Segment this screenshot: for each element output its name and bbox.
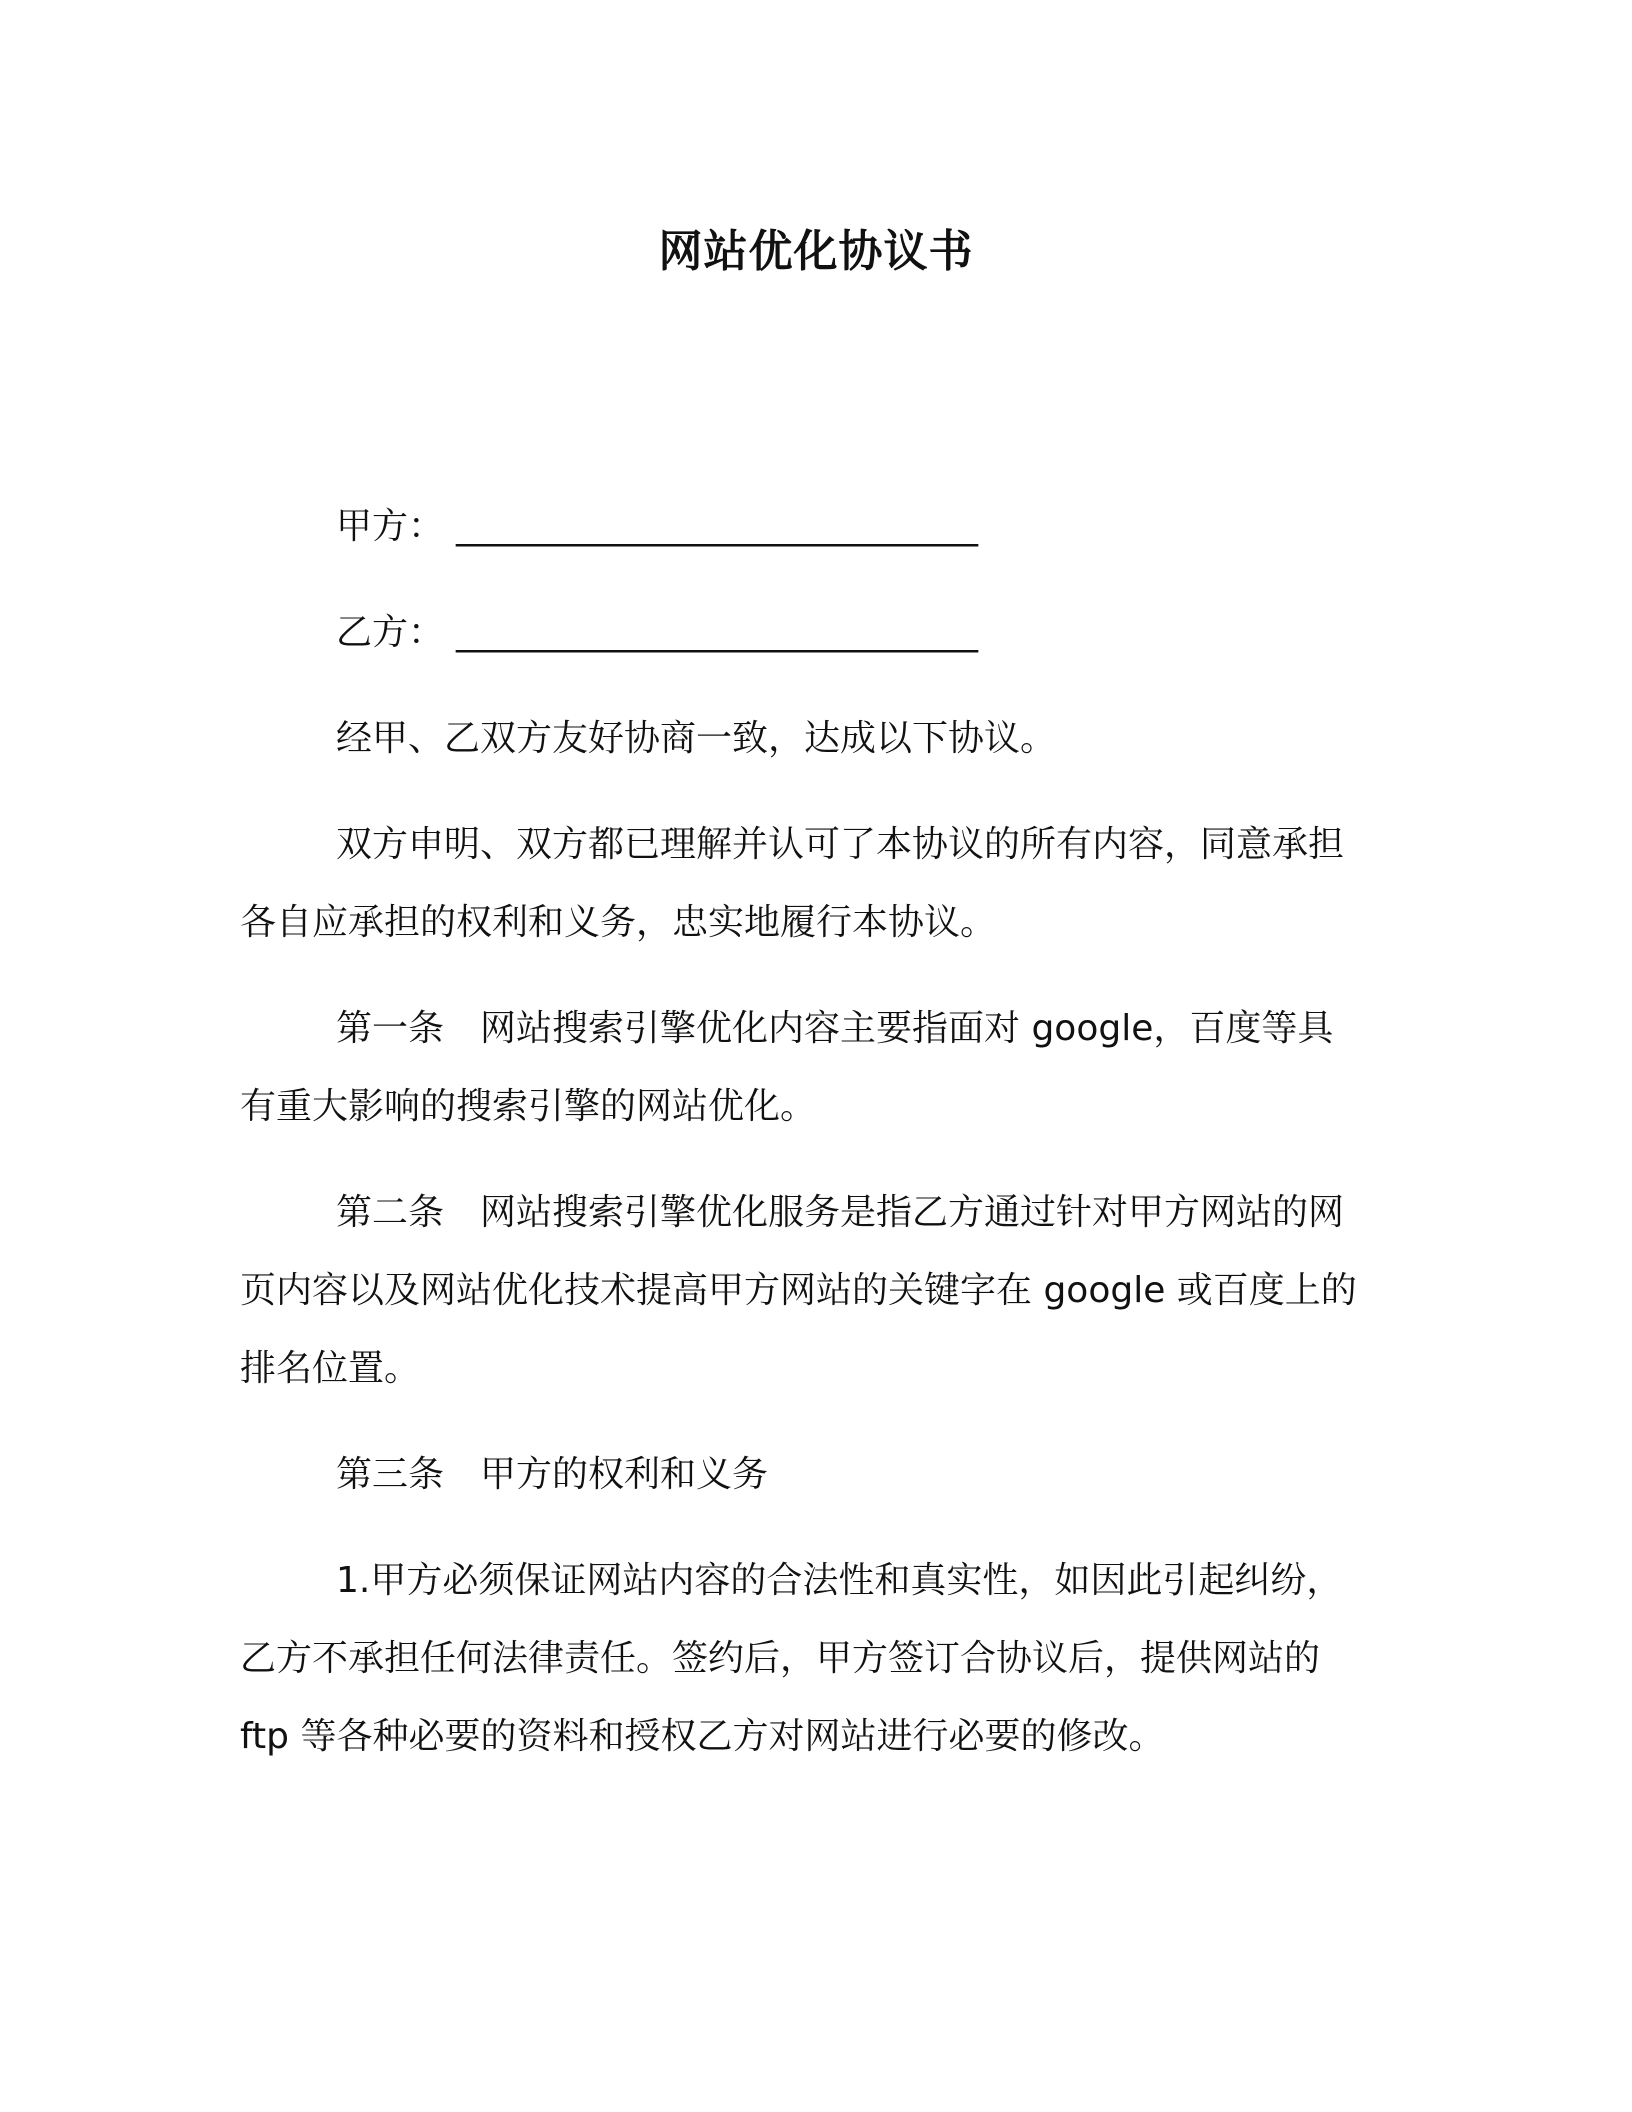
party-a-line <box>240 488 1390 566</box>
party-a-blank: _____________________________ <box>456 506 979 547</box>
paragraph-article-3-item-1 <box>240 1542 1390 1776</box>
party-b-blank: _____________________________ <box>456 612 979 653</box>
paragraph-line: 双方申明、双方都已理解并认可了本协议的所有内容，同意承担 <box>336 824 1345 865</box>
paragraph-line: ftp 等各种必要的资料和授权乙方对网站进行必要的修改。 <box>240 1716 1165 1757</box>
paragraph-article-1 <box>240 990 1390 1146</box>
party-a-label: 甲方： <box>336 506 445 547</box>
paragraph-line: 排名位置。 <box>240 1348 421 1389</box>
party-b-label: 乙方： <box>336 612 445 653</box>
paragraph-line: 经甲、乙双方友好协商一致，达成以下协议。 <box>336 718 1057 759</box>
party-b-line <box>240 594 1390 672</box>
paragraph-agreement-intro <box>240 700 1390 778</box>
paragraph-line: 各自应承担的权利和义务，忠实地履行本协议。 <box>240 902 997 943</box>
document-body <box>240 488 1390 1776</box>
paragraph-line: 页内容以及网站优化技术提高甲方网站的关键字在 google 或百度上的 <box>240 1270 1357 1311</box>
paragraph-line: 第三条 甲方的权利和义务 <box>336 1454 769 1495</box>
paragraph-article-3-heading <box>240 1436 1390 1514</box>
paragraph-line: 乙方不承担任何法律责任。签约后，甲方签订合协议后，提供网站的 <box>240 1638 1321 1679</box>
paragraph-line: 第二条 网站搜索引擎优化服务是指乙方通过针对甲方网站的网 <box>336 1192 1345 1233</box>
paragraph-line: 1.甲方必须保证网站内容的合法性和真实性，如因此引起纠纷， <box>336 1560 1343 1601</box>
paragraph-declaration <box>240 806 1390 962</box>
paragraph-line: 有重大影响的搜索引擎的网站优化。 <box>240 1086 817 1127</box>
document-title: 网站优化协议书 <box>658 226 974 277</box>
paragraph-article-2 <box>240 1174 1390 1408</box>
paragraph-line: 第一条 网站搜索引擎优化内容主要指面对 google，百度等具 <box>336 1008 1334 1049</box>
